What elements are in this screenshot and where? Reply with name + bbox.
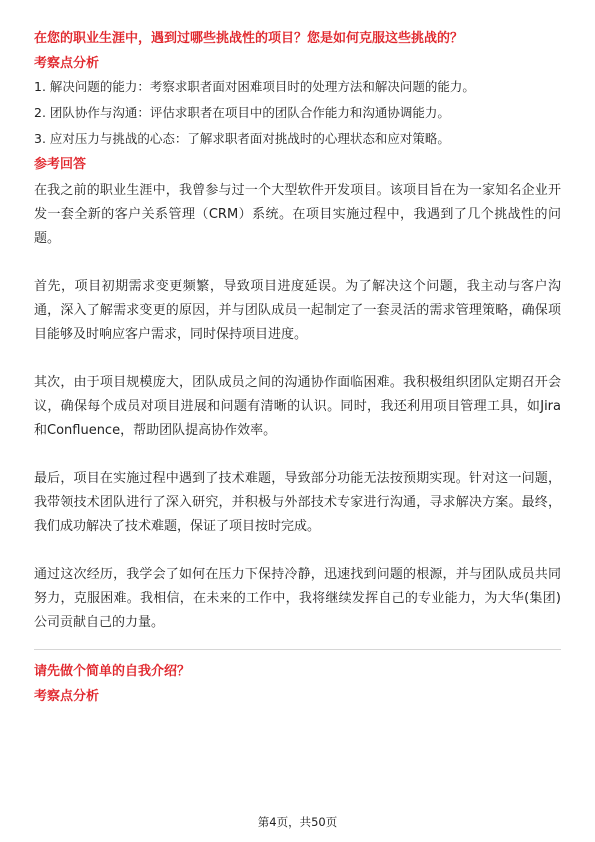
analysis-point: 2. 团队协作与沟通：评估求职者在项目中的团队合作能力和沟通协调能力。 [34, 105, 450, 120]
analysis-heading: 考察点分析 [34, 56, 100, 71]
answer-paragraph: 通过这次经历，我学会了如何在压力下保持冷静，迅速找到问题的根源，并与团队成员共同努力，克服困难。我相信，在未来的工作中，我将继续发挥自己的专业能力，为大华(集团)公司贡献自己的力量。 [34, 567, 561, 630]
answer-heading: 参考回答 [34, 157, 87, 172]
analysis-point: 1. 解决问题的能力：考察求职者面对困难项目时的处理方法和解决问题的能力。 [34, 79, 475, 94]
section-divider [34, 649, 561, 650]
answer-body [34, 179, 561, 635]
answer-paragraph: 其次，由于项目规模庞大，团队成员之间的沟通协作面临困难。我积极组织团队定期召开会议，确保每个成员对项目进展和问题有清晰的认识。同时，我还利用项目管理工具，如Jira和Confluence，帮助团队提高协作效率。 [34, 375, 561, 438]
answer-paragraph: 在我之前的职业生涯中，我曾参与过一个大型软件开发项目。该项目旨在为一家知名企业开发一套全新的客户关系管理（CRM）系统。在项目实施过程中，我遇到了几个挑战性的问题。 [34, 183, 561, 246]
answer-paragraph: 首先，项目初期需求变更频繁，导致项目进度延误。为了解决这个问题，我主动与客户沟通，深入了解需求变更的原因，并与团队成员一起制定了一套灵活的需求管理策略，确保项目能够及时响应客户需求，同时保持项目进度。 [34, 279, 561, 342]
page-number: 第4页，共50页 [257, 815, 338, 829]
question-title: 在您的职业生涯中，遇到过哪些挑战性的项目？您是如何克服这些挑战的？ [34, 31, 464, 46]
analysis-point: 3. 应对压力与挑战的心态：了解求职者面对挑战时的心理状态和应对策略。 [34, 131, 450, 146]
analysis-heading: 考察点分析 [34, 689, 100, 704]
question-title: 请先做个简单的自我介绍？ [34, 664, 191, 679]
answer-paragraph: 最后，项目在实施过程中遇到了技术难题，导致部分功能无法按预期实现。针对这一问题，我带领技术团队进行了深入研究，并积极与外部技术专家进行沟通，寻求解决方案。最终，我们成功解决了技术难题，保证了项目按时完成。 [34, 471, 561, 534]
